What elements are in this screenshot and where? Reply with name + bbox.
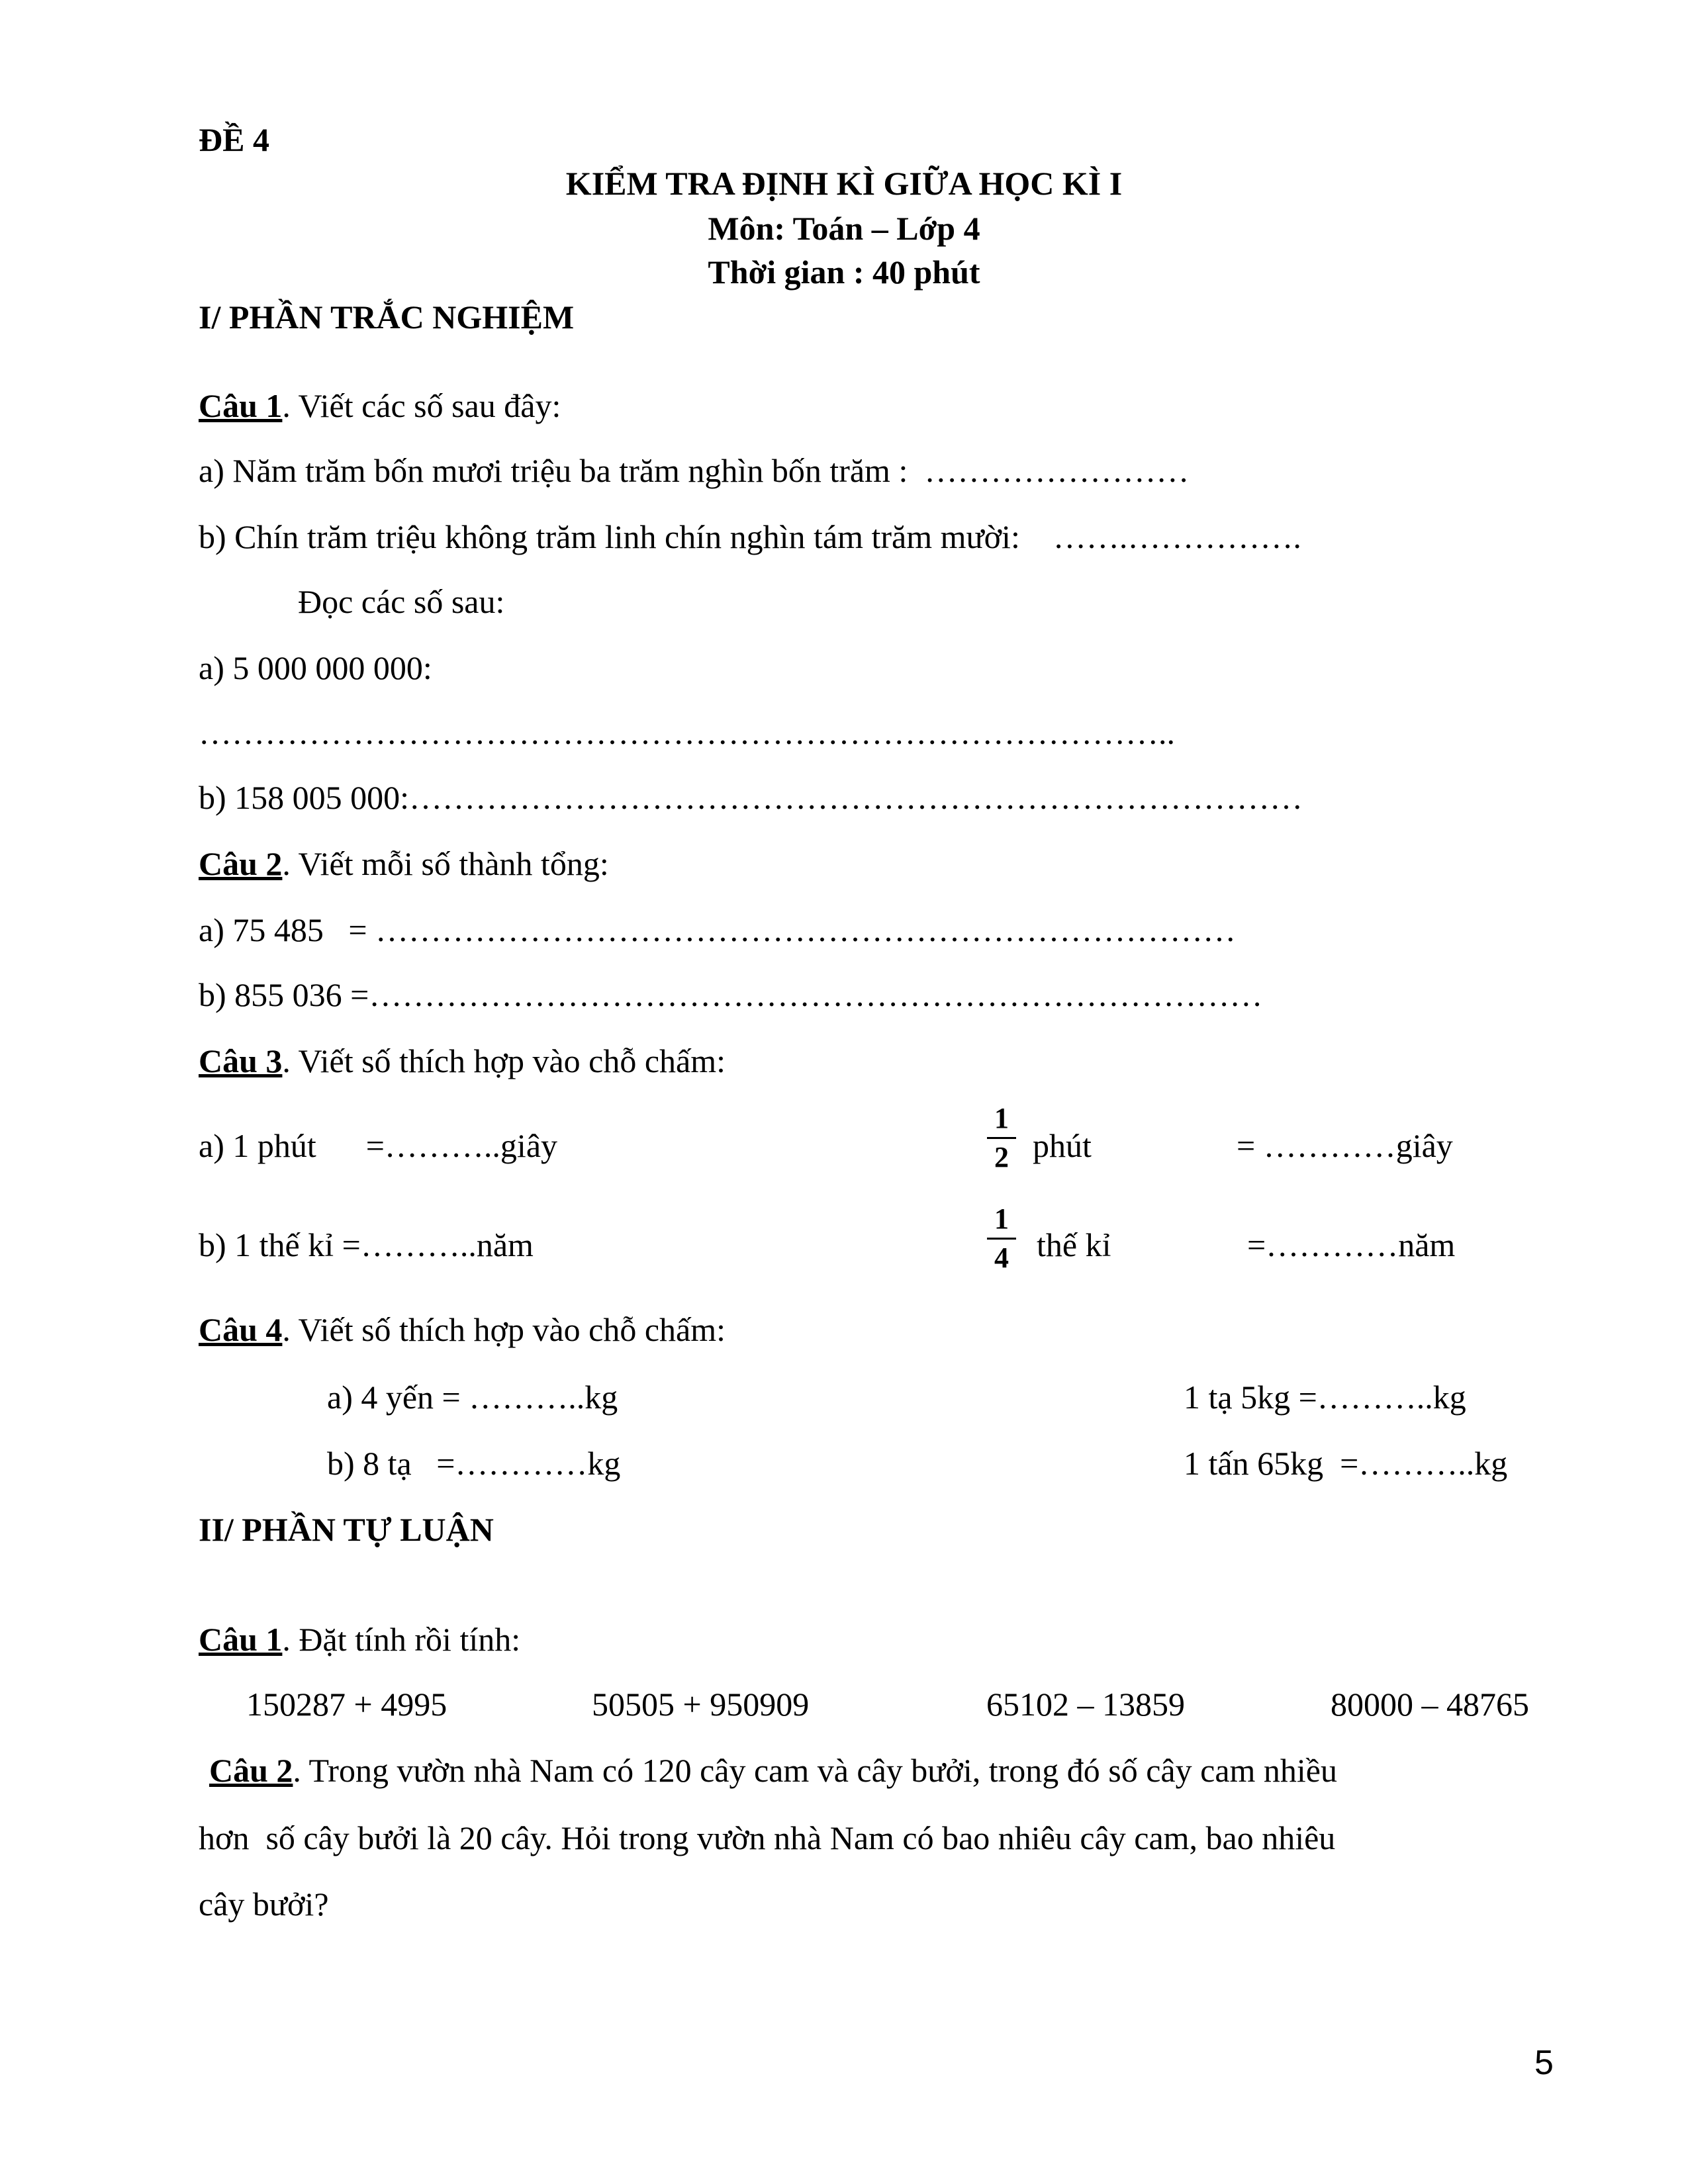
question-label: Câu 4	[199, 1311, 283, 1348]
exam-subject: Môn: Toán – Lớp 4	[708, 210, 980, 247]
part1-heading: I/ PHẦN TRẮC NGHIỆM	[199, 298, 575, 336]
q3-item-b-unit: thế kỉ	[1037, 1226, 1111, 1263]
question-label: Câu 2	[209, 1752, 293, 1789]
q1-read-prompt: Đọc các số sau:	[298, 583, 505, 620]
question-prompt: . Đặt tính rồi tính:	[282, 1621, 521, 1658]
calc-1: 150287 + 4995	[246, 1686, 447, 1723]
fraction-denominator: 2	[994, 1141, 1009, 1173]
fraction-one-quarter	[987, 1205, 1016, 1273]
question-prompt: . Viết số thích hợp vào chỗ chấm:	[282, 1311, 726, 1348]
fraction-numerator: 1	[987, 1205, 1016, 1240]
q3-item-b-right: =…………năm	[1247, 1226, 1456, 1263]
q4-item-b-right: 1 tấn 65kg =………..kg	[1184, 1445, 1508, 1482]
question-4	[199, 1313, 726, 1346]
question-text-line-1: . Trong vườn nhà Nam có 120 cây cam và cây bưởi, trong đó số cây cam nhiều	[293, 1752, 1337, 1789]
question-2	[199, 847, 609, 880]
question-text-line-2: hơn số cây bưởi là 20 cây. Hỏi trong vườn nhà Nam có bao nhiêu cây cam, bao nhiêu	[199, 1819, 1336, 1856]
q2-item-a: a) 75 485 = ……………………………………………………………………	[199, 911, 1237, 948]
q1-read-a: a) 5 000 000 000:	[199, 649, 432, 686]
question-label: Câu 2	[199, 845, 283, 882]
question-prompt: . Viết mỗi số thành tổng:	[282, 845, 609, 882]
q3-item-a-left: a) 1 phút =………..giây	[199, 1127, 558, 1164]
exam-number: ĐỀ 4	[199, 121, 269, 158]
exam-time: Thời gian : 40 phút	[708, 253, 980, 291]
calc-2: 50505 + 950909	[592, 1686, 810, 1723]
question-label: Câu 3	[199, 1042, 283, 1079]
question-label: Câu 1	[199, 387, 283, 424]
question-1	[199, 389, 561, 422]
essay-question-2	[209, 1754, 1337, 1787]
q2-item-b: b) 855 036 =………………………………………………………………………	[199, 976, 1263, 1013]
essay-question-1	[199, 1623, 520, 1656]
exam-title: KIỂM TRA ĐỊNH KÌ GIỮA HỌC KÌ I	[565, 165, 1123, 202]
fraction-one-half	[987, 1104, 1016, 1172]
q4-item-b-left: b) 8 tạ =…………kg	[327, 1445, 621, 1482]
question-label: Câu 1	[199, 1621, 283, 1658]
page-number: 5	[1534, 2044, 1554, 2082]
q3-item-a-unit: phút	[1033, 1127, 1092, 1164]
q4-item-a-right: 1 tạ 5kg =………..kg	[1184, 1379, 1466, 1416]
question-3	[199, 1044, 726, 1077]
question-text-line-3: cây bưởi?	[199, 1886, 329, 1923]
question-prompt: . Viết số thích hợp vào chỗ chấm:	[282, 1042, 726, 1079]
fraction-numerator: 1	[987, 1104, 1016, 1139]
q1-item-a: a) Năm trăm bốn mươi triệu ba trăm nghìn bốn trăm : ……………………	[199, 452, 1190, 489]
q3-item-b-left: b) 1 thế kỉ =………..năm	[199, 1226, 534, 1263]
q4-item-a-left: a) 4 yến = ………..kg	[327, 1379, 618, 1416]
question-prompt: . Viết các số sau đây:	[282, 387, 561, 424]
calc-3: 65102 – 13859	[986, 1686, 1185, 1723]
fraction-denominator: 4	[994, 1242, 1009, 1274]
q1-read-b: b) 158 005 000:………………………………………………………………………	[199, 779, 1303, 816]
q1-item-b: b) Chín trăm triệu không trăm linh chín nghìn tám trăm mười: …….…………….	[199, 518, 1301, 555]
calc-4: 80000 – 48765	[1331, 1686, 1529, 1723]
q1-read-a-answer-line: ……………………………………………………………………………..	[199, 714, 1175, 751]
part2-heading: II/ PHẦN TỰ LUẬN	[199, 1511, 494, 1548]
q3-item-a-right: = …………giây	[1237, 1127, 1453, 1164]
